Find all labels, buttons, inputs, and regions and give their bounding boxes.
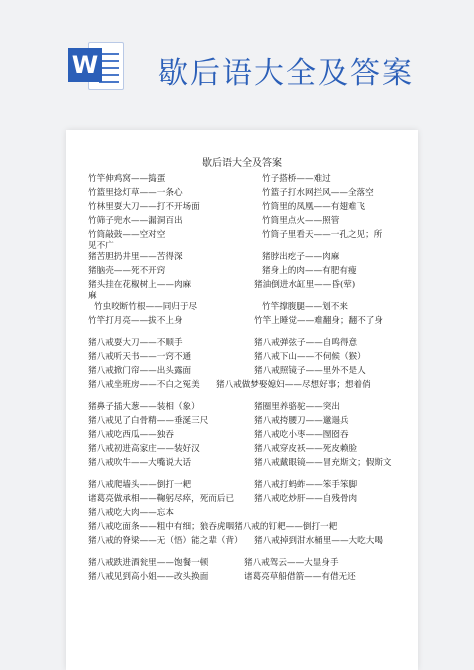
list-item: 竹篮里捻灯草——一条心 [88,188,183,198]
list-item: 竹筒敲鼓——空对空 [88,230,166,240]
list-item: 诸葛亮做承相——鞠躬尽瘁，死而后已 [88,494,235,504]
list-item: 猪八戒吃面条——粗中有细；狼吞虎咽猪八戒的钉耙——倒打一耙 [88,522,338,532]
list-item: 猪八戒爬墙头——倒打一耙 [88,480,192,490]
list-item: 猪八戒吃小枣——囫囵吞 [254,430,349,440]
list-item: 猪脖出疙子——肉麻 [262,252,340,262]
list-item: 竹筒子里看天——一孔之见；所见不广 [88,230,383,251]
list-item: 猪八戒穿皮袄——死皮赖脸 [254,444,358,454]
list-item: 竹竿伸鸡窝——捣蛋 [88,174,166,184]
list-item: 竹竿上睡觉——难翻身；翻不了身 [254,316,383,326]
list-item: 竹子搭桥——难过 [262,174,331,184]
banner-title: 歇后语大全及答案 [158,56,414,91]
list-item: 猪八戒驾云——大显身手 [244,558,339,568]
list-item: 竹虫咬断竹根——同归于尽 [94,302,198,312]
page-banner [0,0,474,118]
document-title: 歇后语大全及答案 [202,158,282,169]
list-item: 猪八戒吹牛——大嘴说大话 [88,458,192,468]
list-item: 竹篮子打水网拦风——全落空 [262,188,374,198]
list-item: 猪圈里养骆驼——突出 [254,402,340,412]
list-item: 猪八戒见到高小姐——改头换面 [88,572,209,582]
word-logo-letter: W [68,48,102,82]
list-item: 竹竿撑腹腿——划不来 [262,302,348,312]
list-item: 猪头挂在花椒树上——肉麻麻 [88,280,192,301]
list-item: 猪鼻子插大葱——装相（象） [88,402,200,412]
list-item: 猪脑壳——死不开窍 [88,266,166,276]
list-item: 猪八戒照镜子——里外不是人 [254,366,366,376]
list-item: 猪八戒坐班房——不白之冤美 [88,380,200,390]
list-item: 竹筒里点火——照管 [262,216,340,226]
list-item: 猪苦胆扔井里——苦得深 [88,252,183,262]
list-item: 竹竿打月亮——拔不上身 [88,316,183,326]
list-item: 猪八戒掉到泔水桶里——大吃大喝 [254,536,383,546]
list-item: 猪八戒初进高家庄——装好汉 [88,444,200,454]
list-item: 猪八戒耍大刀——不顺手 [88,338,183,348]
document-page [66,130,418,670]
list-item: 猪八戒戴眼镜——冒充斯文；假斯文 [254,458,392,468]
list-item: 猪油倒进水缸里——昏(荤) [254,280,356,290]
list-item: 猪八戒弹弦子——自鸣得意 [254,338,358,348]
list-item: 猪八戒下山——不伺候（猴） [254,352,366,362]
list-item: 猪八戒见了白骨精——垂涎三尺 [88,416,209,426]
list-item: 猪八戒的脊梁——无（悟）能之辈（背） [88,536,243,546]
list-item: 猪八戒吃炒肝——自残骨肉 [254,494,358,504]
list-item: 猪八戒做梦娶媳妇——尽想好事；想着俏 [216,380,371,390]
list-item: 猪身上的肉——有肥有瘦 [262,266,357,276]
list-item: 竹筒里的凤凰——有翅难飞 [262,202,366,212]
word-document-icon [68,40,124,92]
list-item: 猪八戒打蚂蚱——笨手笨脚 [254,480,358,490]
list-item: 猪八戒吃大肉——忘本 [88,508,174,518]
list-item: 猪八戒挎腰刀——邋遢兵 [254,416,349,426]
list-item: 猪八戒掀门帘——出头露面 [88,366,192,376]
list-item: 猪八戒听天书——一窍不通 [88,352,192,362]
list-item: 竹筛子兜水——漏洞百出 [88,216,183,226]
list-item: 猪八戒跌进酒瓮里——饱餐一顿 [88,558,209,568]
list-item: 诸葛亮草船借箭——有借无还 [244,572,356,582]
list-item: 竹林里耍大刀——打不开场面 [88,202,200,212]
list-item: 猪八戒吃西瓜——独吞 [88,430,174,440]
